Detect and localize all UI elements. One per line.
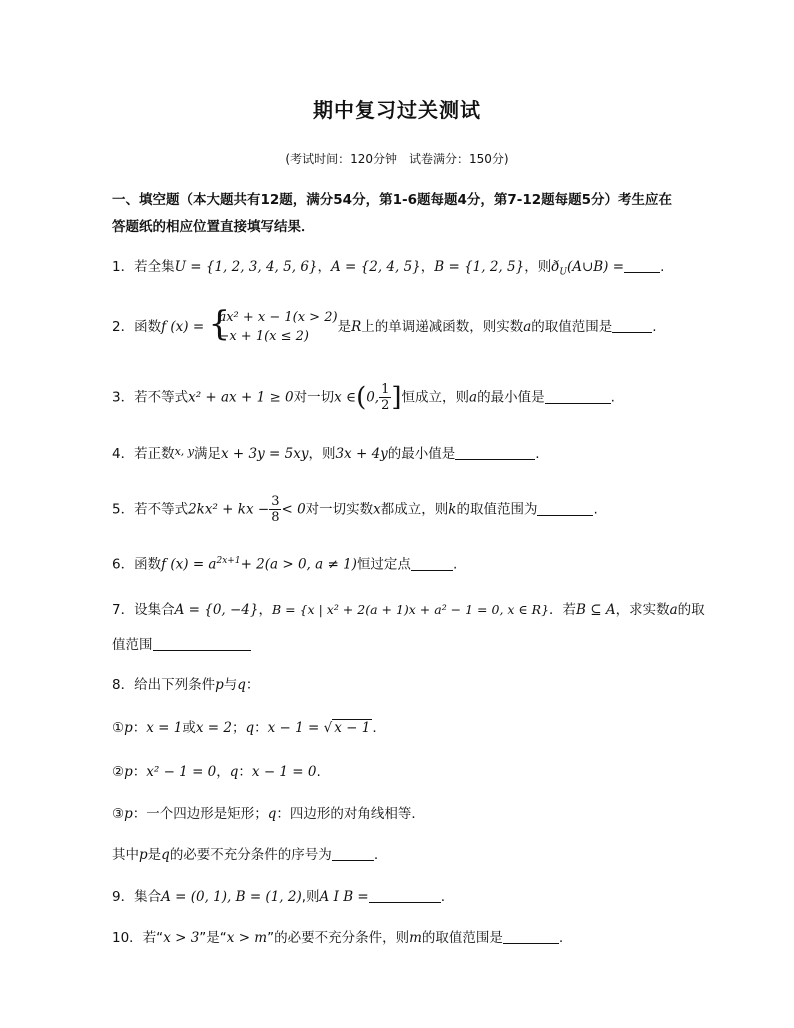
question-text: 若不等式	[134, 389, 189, 406]
math-symbol: q	[245, 720, 255, 736]
question-9	[112, 887, 445, 907]
fraction-numerator: 3	[271, 494, 280, 509]
math-expression: x = 2	[195, 720, 232, 736]
question-text: ，则	[524, 259, 552, 275]
complement-subscript: U	[559, 267, 567, 278]
question-7-continued	[112, 635, 251, 655]
math-expression: f (x) =	[161, 319, 205, 335]
fraction	[269, 494, 281, 525]
answer-blank[interactable]	[411, 556, 453, 571]
question-text: 集合	[134, 889, 162, 905]
punctuation: .	[372, 720, 377, 736]
punctuation: ；	[231, 720, 246, 736]
question-text: 的最小值是	[477, 389, 545, 406]
math-symbol: a	[469, 389, 478, 406]
question-text: 是	[337, 319, 352, 335]
question-text: ”的必要不充分条件，则	[267, 930, 410, 946]
math-expression: < 0	[281, 501, 306, 518]
question-text: 的取值范围是	[421, 930, 503, 946]
punctuation: ：	[245, 677, 260, 693]
question-text: 若全集	[134, 259, 175, 275]
math-expression: 0,	[366, 389, 380, 406]
punctuation: .	[610, 389, 615, 406]
question-text: 是	[147, 847, 162, 863]
question-6	[112, 551, 457, 575]
question-text: ，则	[308, 446, 336, 462]
punctuation: .	[660, 259, 665, 275]
math-expression: x > 3	[163, 930, 200, 946]
question-text: ”是“	[199, 930, 227, 946]
math-expression: x + 3y = 5xy	[221, 446, 309, 462]
math-symbol: x	[373, 501, 381, 518]
fraction-denominator: 2	[381, 398, 390, 413]
fraction-denominator: 8	[271, 510, 280, 525]
answer-blank[interactable]	[537, 501, 593, 516]
question-text: 的取值范围为	[456, 501, 538, 518]
question-number: 6．	[112, 556, 135, 573]
punctuation: ：	[238, 764, 252, 780]
question-text: ，求实数	[615, 602, 670, 618]
math-expression: U = {1, 2, 3, 4, 5, 6}	[174, 259, 318, 275]
question-text: ．若	[549, 602, 577, 618]
answer-blank[interactable]	[612, 318, 652, 333]
question-text: 对一切实数	[305, 501, 374, 518]
math-expression: A = {0, −4}	[174, 602, 259, 618]
answer-blank[interactable]	[455, 445, 535, 460]
punctuation: .	[558, 930, 564, 946]
math-expression: A = (0, 1), B = (1, 2)	[161, 889, 302, 905]
punctuation: ：	[254, 720, 268, 736]
math-symbol: p	[124, 806, 133, 822]
question-number: 4．	[112, 446, 135, 462]
question-number: 10．	[112, 930, 143, 946]
math-symbol: a	[523, 319, 532, 335]
condition-number: ①	[112, 720, 125, 736]
math-expression: B ⊆ A	[576, 602, 616, 618]
question-text: ：一个四边形是矩形；	[132, 806, 268, 822]
question-1	[112, 257, 664, 283]
question-text: 函数	[134, 319, 162, 335]
math-symbol: q	[237, 677, 246, 693]
question-text: ：四边形的对角线相等．	[276, 806, 425, 822]
exam-info: (考试时间：120分钟 试卷满分：150分)	[285, 152, 509, 166]
exponent: 2x+1	[216, 556, 241, 566]
math-expression: A = {2, 4, 5}	[331, 259, 421, 275]
question-text: 函数	[134, 556, 162, 573]
question-text: 的最小值是	[387, 446, 456, 462]
piecewise-function	[208, 304, 338, 346]
math-expression: x > m	[226, 930, 268, 946]
math-expression: 2kx² + kx −	[188, 501, 270, 518]
question-7	[112, 600, 705, 620]
punctuation: .	[452, 556, 458, 573]
question-3	[112, 382, 615, 413]
sqrt-radicand: x − 1	[334, 720, 371, 736]
question-8	[112, 675, 259, 695]
answer-blank[interactable]	[624, 258, 660, 273]
math-expression: B = {x | x² + 2(a + 1)x + a² − 1 = 0, x ∈ R}	[272, 602, 550, 617]
question-text: 恒过定点	[356, 556, 411, 573]
question-text: 或	[182, 720, 196, 736]
math-symbol: p	[139, 847, 148, 863]
math-symbol: p	[124, 764, 133, 780]
punctuation: ，	[216, 764, 230, 780]
math-expression: x² + ax + 1 ≥ 0	[188, 389, 294, 406]
math-symbol: q	[161, 847, 170, 863]
math-expression: + 2(a > 0, a ≠ 1)	[240, 556, 357, 573]
section-heading: 一、填空题（本大题共有12题，满分54分，第1-6题每题4分，第7-12题每题5分）考生应在答题纸的相应位置直接填写结果．	[112, 192, 673, 235]
math-symbol: m	[409, 930, 422, 946]
condition-number: ③	[112, 806, 125, 822]
math-expression: (A∪B) =	[566, 259, 625, 275]
question-text: 的取值范围是	[531, 319, 613, 335]
piece-row: ax² + x − 1(x > 2)	[218, 310, 338, 325]
left-paren: (	[356, 382, 367, 413]
math-symbol: R	[351, 319, 362, 335]
page-title: 期中复习过关测试	[313, 98, 481, 122]
question-text: 恒成立，则	[401, 389, 470, 406]
answer-blank[interactable]	[153, 636, 251, 651]
question-number: 2．	[112, 319, 135, 335]
question-text: 满足	[194, 446, 222, 462]
question-4	[112, 442, 540, 464]
question-10	[112, 928, 563, 948]
question-text: 给出下列条件	[134, 677, 216, 693]
math-expression: B = {1, 2, 5}	[434, 259, 525, 275]
math-symbol: q	[229, 764, 239, 780]
math-expression: x − 1 = 0	[251, 764, 317, 780]
punctuation: ，	[317, 259, 331, 275]
piece-row: −x + 1(x ≤ 2)	[218, 329, 309, 344]
question-text: 对一切	[293, 389, 335, 406]
punctuation: ：	[132, 764, 147, 780]
answer-blank[interactable]	[369, 888, 441, 903]
condition-number: ②	[112, 764, 125, 780]
math-symbol: p	[215, 677, 224, 693]
condition-3	[112, 804, 425, 824]
math-symbol: p	[124, 720, 133, 736]
math-symbol: q	[267, 806, 277, 822]
question-text: 设集合	[134, 602, 175, 618]
math-symbol: k	[448, 501, 457, 518]
complement-symbol: ð	[551, 259, 560, 275]
question-number: 8．	[112, 677, 135, 693]
math-expression: x − 1 =	[267, 720, 320, 736]
question-2	[112, 304, 657, 346]
math-expression: x, y	[174, 445, 195, 458]
fraction	[379, 382, 391, 413]
question-number: 1．	[112, 259, 135, 275]
math-expression: x = 1	[146, 720, 183, 736]
question-text: 值范围	[112, 637, 153, 653]
answer-blank[interactable]	[503, 929, 559, 944]
question-text: 与	[223, 677, 238, 693]
math-expression: A I B =	[319, 889, 369, 905]
answer-blank[interactable]	[332, 846, 374, 861]
fraction-numerator: 1	[381, 382, 390, 397]
question-text: 的必要不充分条件的序号为	[169, 847, 332, 863]
punctuation: ，	[420, 259, 435, 275]
question-number: 5．	[112, 501, 135, 518]
condition-1: ①p：x = 1或x = 2；q：x − 1 = √ x − 1 .	[112, 720, 377, 736]
punctuation: .	[373, 847, 379, 863]
math-expression: x² − 1 = 0	[146, 764, 217, 780]
math-symbol: a	[669, 602, 678, 618]
punctuation: .	[652, 319, 657, 335]
question-text: 若不等式	[134, 501, 189, 518]
answer-blank[interactable]	[545, 389, 611, 404]
condition-2	[112, 762, 321, 782]
question-8-prompt	[112, 845, 378, 865]
question-text: 若正数	[134, 446, 175, 462]
question-text: 上的单调递减函数，则实数	[361, 319, 524, 335]
question-5	[112, 494, 598, 525]
punctuation: .	[535, 446, 540, 462]
brace-symbol: {	[208, 304, 231, 344]
punctuation: ，	[258, 602, 272, 618]
question-text: 的取	[677, 602, 705, 618]
punctuation: ：	[132, 720, 147, 736]
question-number: 7．	[112, 602, 135, 618]
math-expression: x ∈	[334, 389, 357, 406]
question-number: 3．	[112, 389, 135, 406]
math-expression: f (x) = a	[161, 556, 217, 573]
right-bracket: ]	[391, 382, 402, 413]
question-text: 都成立，则	[380, 501, 449, 518]
question-number: 9．	[112, 889, 135, 905]
punctuation: .	[316, 764, 321, 780]
punctuation: .	[593, 501, 598, 518]
punctuation: .	[440, 889, 446, 905]
question-text: ,则	[301, 889, 320, 905]
question-text: 其中	[112, 847, 139, 863]
math-expression: 3x + 4y	[335, 446, 388, 462]
question-text: 若“	[142, 930, 164, 946]
